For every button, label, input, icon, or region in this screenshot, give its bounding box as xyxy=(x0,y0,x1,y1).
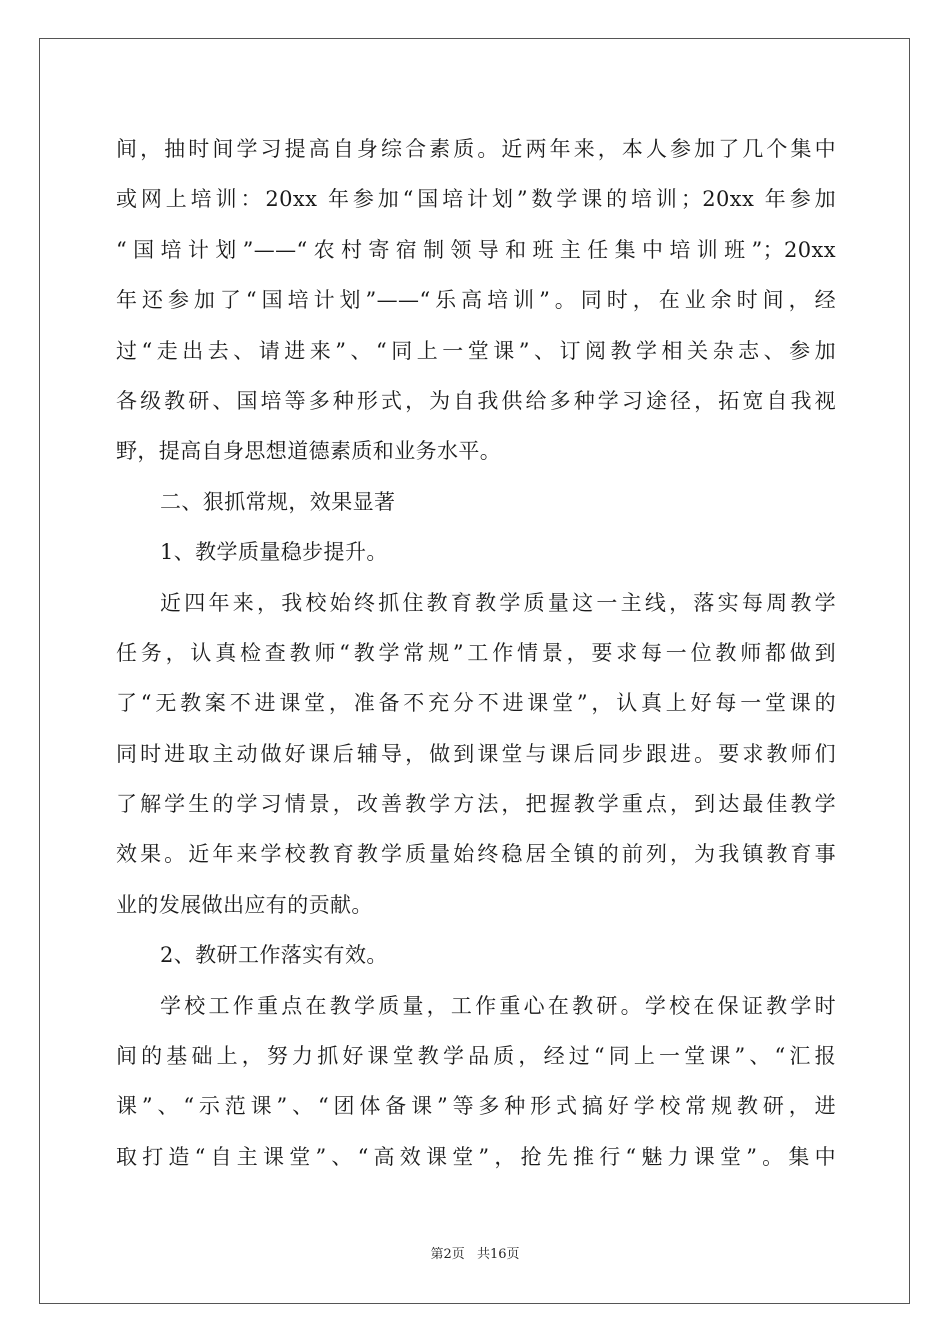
page-footer xyxy=(0,1243,950,1262)
text-line: 任务，认真检查教师“教学常规”工作情景，要求每一位教师都做到 xyxy=(116,640,836,665)
page-number: 第2页 xyxy=(430,1247,465,1262)
text-line: “国培计划”——“农村寄宿制领导和班主任集中培训班”；20xx xyxy=(116,237,836,262)
text-line: 或网上培训：20xx 年参加“国培计划”数学课的培训；20xx 年参加 xyxy=(116,187,836,212)
text-line: 1、教学质量稳步提升。 xyxy=(160,540,388,565)
text-line: 了解学生的学习情景，改善教学方法，把握教学重点，到达最佳教学 xyxy=(116,792,836,817)
text-line: 学校工作重点在教学质量，工作重心在教研。学校在保证教学时 xyxy=(160,993,836,1018)
text-line: 同时进取主动做好课后辅导，做到课堂与课后同步跟进。要求教师们 xyxy=(116,741,836,766)
text-line: 各级教研、国培等多种形式，为自我供给多种学习途径，拓宽自我视 xyxy=(116,388,836,413)
text-line: 取打造“自主课堂”、“高效课堂”，抢先推行“魅力课堂”。集中 xyxy=(116,1144,836,1169)
document-body xyxy=(116,124,836,1182)
text-line: 效果。近年来学校教育教学质量始终稳居全镇的前列，为我镇教育事 xyxy=(116,842,836,867)
text-line: 野，提高自身思想道德素质和业务水平。 xyxy=(116,439,502,464)
text-line: 二、狠抓常规，效果显著 xyxy=(160,489,396,514)
text-line: 间，抽时间学习提高自身综合素质。近两年来，本人参加了几个集中 xyxy=(116,137,836,161)
text-line: 近四年来，我校始终抓住教育教学质量这一主线，落实每周教学 xyxy=(160,590,836,615)
text-line: 间的基础上，努力抓好课堂教学品质，经过“同上一堂课”、“汇报 xyxy=(116,1044,836,1069)
text-line: 了“无教案不进课堂，准备不充分不进课堂”，认真上好每一堂课的 xyxy=(116,691,836,716)
text-line: 业的发展做出应有的贡献。 xyxy=(116,892,373,917)
text-line: 2、教研工作落实有效。 xyxy=(160,943,388,968)
text-line: 年还参加了“国培计划”——“乐高培训”。同时，在业余时间，经 xyxy=(116,288,836,313)
text-line: 课”、“示范课”、“团体备课”等多种形式搞好学校常规教研，进 xyxy=(116,1094,836,1119)
text-line: 过“走出去、请进来”、“同上一堂课”、订阅教学相关杂志、参加 xyxy=(116,338,836,363)
page-total: 共16页 xyxy=(476,1247,520,1262)
